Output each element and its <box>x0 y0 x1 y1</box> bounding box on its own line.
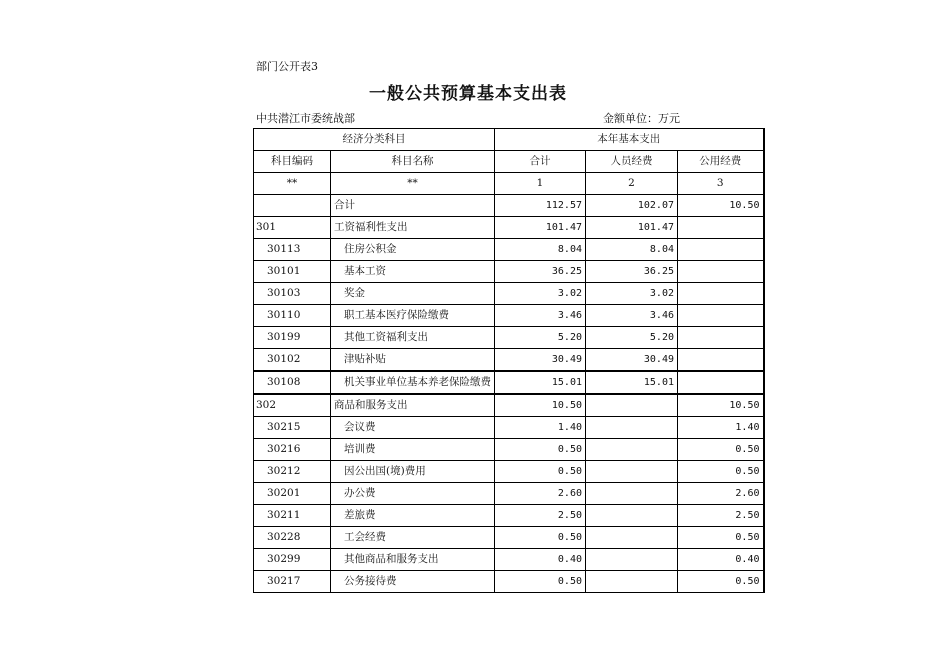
idx-code: ** <box>254 173 331 195</box>
row-public: 0.50 <box>678 527 764 549</box>
table-row <box>254 305 764 327</box>
row-personnel <box>586 461 678 483</box>
row-personnel <box>586 549 678 571</box>
row-name: 其他商品和服务支出 <box>331 549 495 571</box>
table-row <box>254 195 764 217</box>
row-public: 10.50 <box>678 394 764 417</box>
idx-personnel: 2 <box>586 173 678 195</box>
row-code: 302 <box>254 394 331 417</box>
row-name: 其他工资福利支出 <box>331 327 495 349</box>
row-public: 0.50 <box>678 439 764 461</box>
row-personnel: 36.25 <box>586 261 678 283</box>
group-left-header: 经济分类科目 <box>254 129 495 151</box>
row-public: 1.40 <box>678 417 764 439</box>
row-code: 30212 <box>254 461 331 483</box>
row-name: 住房公积金 <box>331 239 495 261</box>
row-public: 10.50 <box>678 195 764 217</box>
table-row <box>254 261 764 283</box>
row-name: 奖金 <box>331 283 495 305</box>
row-code: 30110 <box>254 305 331 327</box>
row-public <box>678 371 764 394</box>
row-personnel <box>586 483 678 505</box>
row-public <box>678 239 764 261</box>
row-name: 合计 <box>331 195 495 217</box>
col-code-header: 科目编码 <box>254 151 331 173</box>
table-row <box>254 327 764 349</box>
table-row <box>254 217 764 239</box>
group-right-header: 本年基本支出 <box>495 129 764 151</box>
row-total: 2.50 <box>495 505 586 527</box>
row-public <box>678 261 764 283</box>
row-total: 0.50 <box>495 527 586 549</box>
row-name: 津贴补贴 <box>331 349 495 372</box>
row-name: 工资福利性支出 <box>331 217 495 239</box>
idx-total: 1 <box>495 173 586 195</box>
row-total: 1.40 <box>495 417 586 439</box>
row-name: 工会经费 <box>331 527 495 549</box>
row-total: 15.01 <box>495 371 586 394</box>
row-total: 0.50 <box>495 571 586 593</box>
row-name: 培训费 <box>331 439 495 461</box>
row-personnel <box>586 439 678 461</box>
row-public: 0.40 <box>678 549 764 571</box>
row-personnel: 3.02 <box>586 283 678 305</box>
row-total: 8.04 <box>495 239 586 261</box>
table-row <box>254 505 764 527</box>
row-code: 30211 <box>254 505 331 527</box>
header-group-row <box>254 129 764 151</box>
row-personnel <box>586 417 678 439</box>
row-code: 30199 <box>254 327 331 349</box>
table-row <box>254 549 764 571</box>
row-personnel: 15.01 <box>586 371 678 394</box>
col-name-header: 科目名称 <box>331 151 495 173</box>
row-name: 基本工资 <box>331 261 495 283</box>
idx-public: 3 <box>678 173 764 195</box>
table-row <box>254 527 764 549</box>
row-code <box>254 195 331 217</box>
row-total: 36.25 <box>495 261 586 283</box>
row-public: 0.50 <box>678 571 764 593</box>
row-personnel <box>586 527 678 549</box>
row-public: 2.50 <box>678 505 764 527</box>
row-code: 30299 <box>254 549 331 571</box>
row-total: 112.57 <box>495 195 586 217</box>
row-total: 5.20 <box>495 327 586 349</box>
table-row <box>254 283 764 305</box>
row-personnel <box>586 394 678 417</box>
row-name: 会议费 <box>331 417 495 439</box>
row-personnel: 101.47 <box>586 217 678 239</box>
row-name: 公务接待费 <box>331 571 495 593</box>
row-total: 0.40 <box>495 549 586 571</box>
amount-unit: 金额单位：万元 <box>603 112 680 125</box>
table-row <box>254 239 764 261</box>
organization-name: 中共潜江市委统战部 <box>256 112 355 125</box>
row-total: 30.49 <box>495 349 586 372</box>
row-code: 301 <box>254 217 331 239</box>
row-public: 0.50 <box>678 461 764 483</box>
row-total: 0.50 <box>495 461 586 483</box>
row-code: 30228 <box>254 527 331 549</box>
table-row <box>254 571 764 593</box>
header-index-row <box>254 173 764 195</box>
row-code: 30103 <box>254 283 331 305</box>
row-name: 差旅费 <box>331 505 495 527</box>
row-personnel: 5.20 <box>586 327 678 349</box>
row-public <box>678 327 764 349</box>
table-row <box>254 371 764 394</box>
row-code: 30201 <box>254 483 331 505</box>
row-public <box>678 217 764 239</box>
row-total: 101.47 <box>495 217 586 239</box>
col-public-header: 公用经费 <box>678 151 764 173</box>
table-row <box>254 483 764 505</box>
row-personnel: 30.49 <box>586 349 678 372</box>
table-row <box>254 461 764 483</box>
row-name: 职工基本医疗保险缴费 <box>331 305 495 327</box>
row-code: 30108 <box>254 371 331 394</box>
page-title: 一般公共预算基本支出表 <box>369 84 567 104</box>
row-code: 30217 <box>254 571 331 593</box>
idx-name: ** <box>331 173 495 195</box>
table-row <box>254 417 764 439</box>
row-personnel: 8.04 <box>586 239 678 261</box>
row-name: 因公出国(境)费用 <box>331 461 495 483</box>
row-total: 2.60 <box>495 483 586 505</box>
form-tag: 部门公开表3 <box>256 60 318 73</box>
row-public: 2.60 <box>678 483 764 505</box>
row-personnel: 3.46 <box>586 305 678 327</box>
row-code: 30102 <box>254 349 331 372</box>
col-total-header: 合计 <box>495 151 586 173</box>
row-public <box>678 349 764 372</box>
row-code: 30113 <box>254 239 331 261</box>
col-personnel-header: 人员经费 <box>586 151 678 173</box>
row-name: 机关事业单位基本养老保险缴费 <box>331 371 495 394</box>
row-personnel: 102.07 <box>586 195 678 217</box>
row-personnel <box>586 505 678 527</box>
row-public <box>678 283 764 305</box>
row-total: 3.02 <box>495 283 586 305</box>
row-name: 商品和服务支出 <box>331 394 495 417</box>
header-column-row <box>254 151 764 173</box>
table-row <box>254 439 764 461</box>
row-public <box>678 305 764 327</box>
row-code: 30216 <box>254 439 331 461</box>
row-personnel <box>586 571 678 593</box>
row-total: 10.50 <box>495 394 586 417</box>
row-code: 30101 <box>254 261 331 283</box>
row-total: 3.46 <box>495 305 586 327</box>
row-total: 0.50 <box>495 439 586 461</box>
table-row <box>254 349 764 372</box>
row-code: 30215 <box>254 417 331 439</box>
row-name: 办公费 <box>331 483 495 505</box>
budget-table <box>253 128 765 593</box>
table-row <box>254 394 764 417</box>
